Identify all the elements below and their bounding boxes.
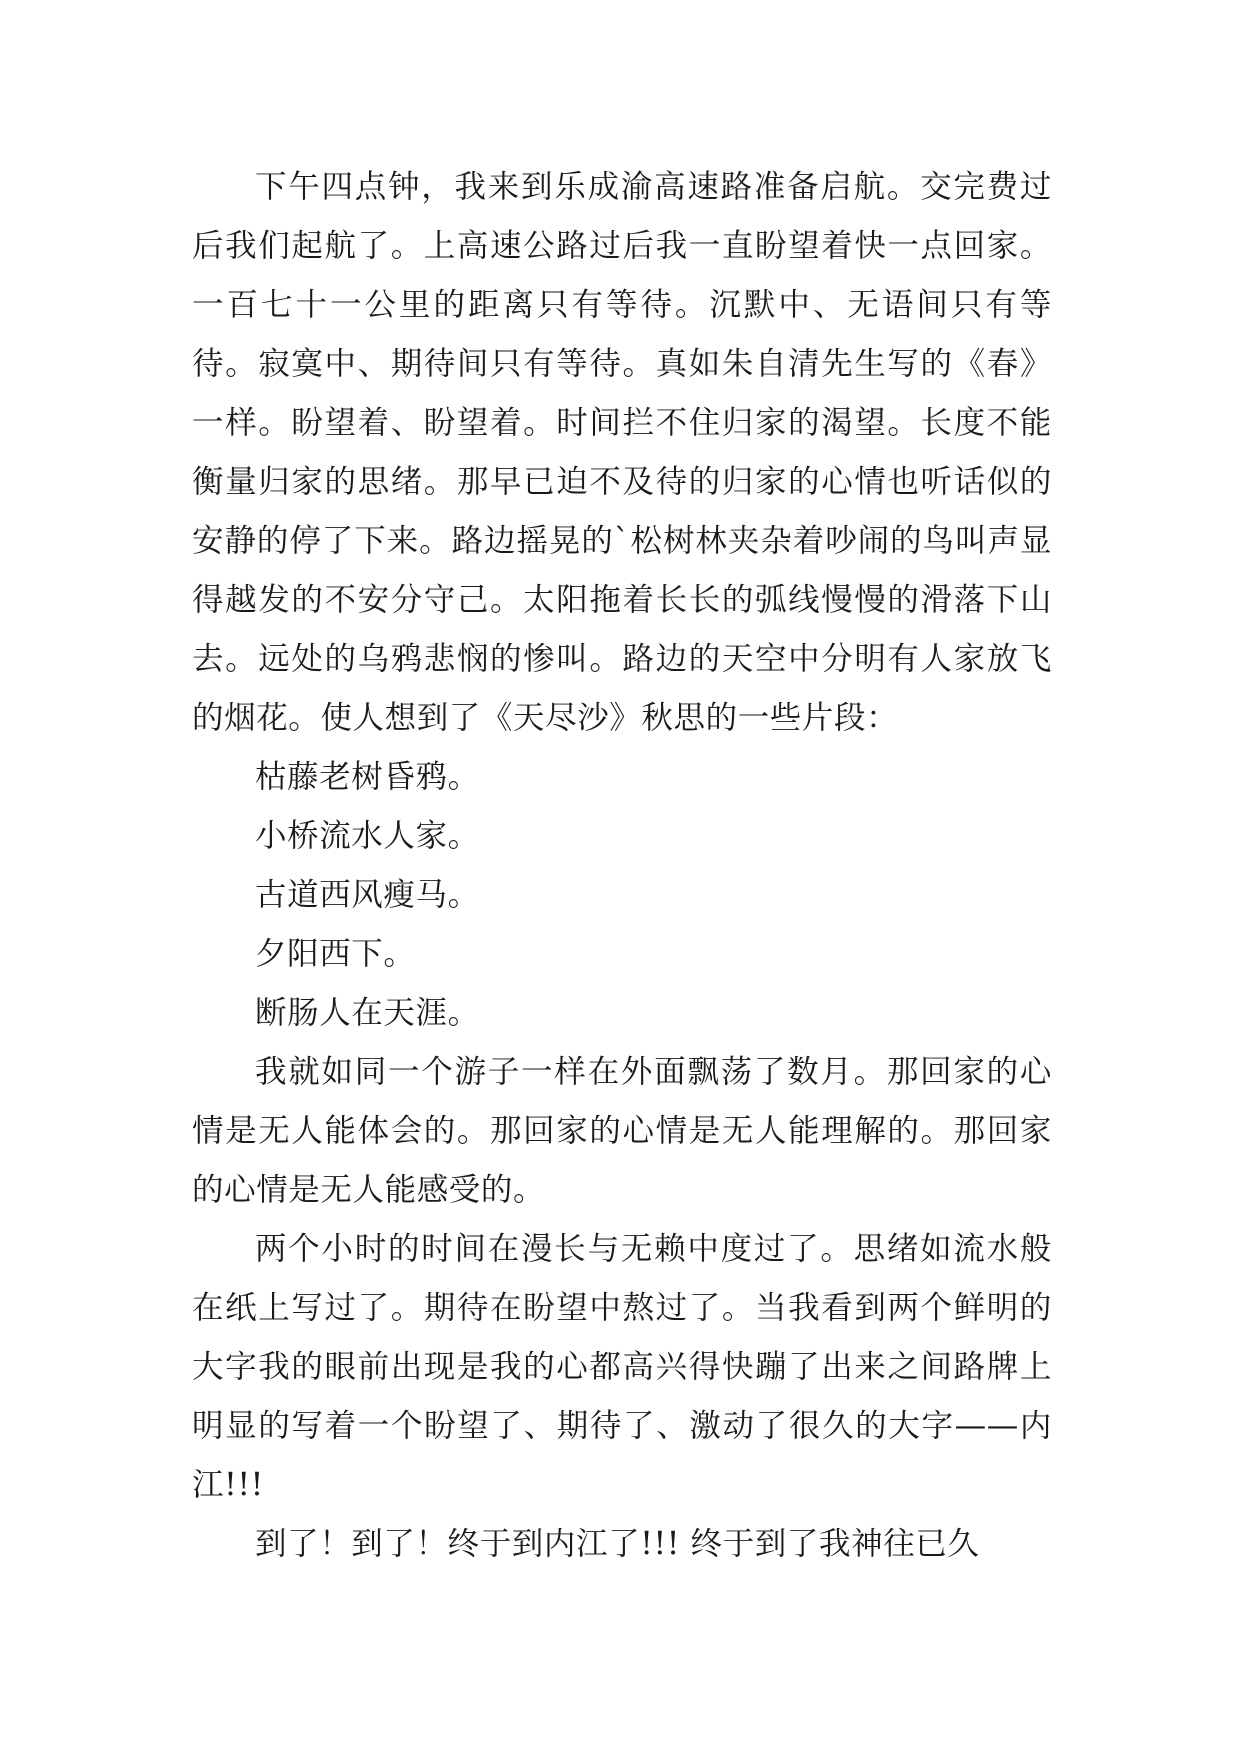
poem-line-5: 断肠人在天涯。: [255, 995, 480, 1031]
poem-line-3: 古道西风瘦马。: [255, 877, 480, 913]
poem-line-2: 小桥流水人家。: [255, 818, 480, 854]
paragraph-wanderer: 我就如同一个游子一样在外面飘荡了数月。那回家的心情是无人能体会的。那回家的心情是无人能理解的。那回家的心情是无人能感受的。: [192, 1054, 1052, 1208]
paragraph-arrived: 到了！到了！终于到内江了!!! 终于到了我神往已久: [255, 1526, 980, 1562]
poem-line-1: 枯藤老树昏鸦。: [255, 759, 480, 795]
body-text: [192, 158, 1052, 1574]
paragraph-highway-journey: 下午四点钟，我来到乐成渝高速路准备启航。交完费过后我们起航了。上高速公路过后我一直盼望着快一点回家。一百七十一公里的距离只有等待。沉默中、无语间只有等待。寂寞中、期待间只有等待。真如朱自清先生写的《春》一样。盼望着、盼望着。时间拦不住归家的渴望。长度不能衡量归家的思绪。那早已迫不及待的归家的心情也听话似的安静的停了下来。路边摇晃的`松树林夹杂着吵闹的鸟叫声显得越发的不安分守己。太阳拖着长长的弧线慢慢的滑落下山去。远处的乌鸦悲悯的惨叫。路边的天空中分明有人家放飞的烟花。使人想到了《天尽沙》秋思的一些片段：: [192, 169, 1052, 736]
poem-line-4: 夕阳西下。: [255, 936, 416, 972]
paragraph-arrival-sign: 两个小时的时间在漫长与无赖中度过了。思绪如流水般在纸上写过了。期待在盼望中熬过了。当我看到两个鲜明的大字我的眼前出现是我的心都高兴得快蹦了出来之间路牌上明显的写着一个盼望了、期待了、激动了很久的大字——内江!!!: [192, 1231, 1052, 1503]
